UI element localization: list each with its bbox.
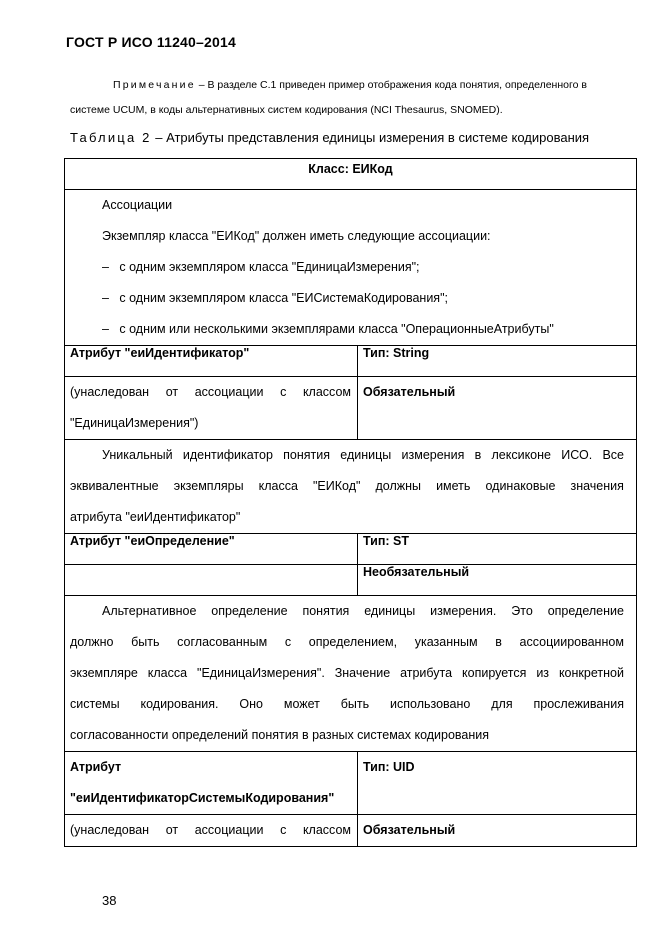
note-line-2: системе UCUM, в коды альтернативных систем кодирования (NCI Thesaurus, SNOMED). xyxy=(70,104,503,116)
attr2-description xyxy=(65,596,637,752)
word: понятия xyxy=(283,448,331,462)
table-caption xyxy=(70,130,589,145)
attr2-type: Тип: ST xyxy=(358,534,637,565)
word: атрибута xyxy=(400,666,453,680)
word: экземпляры xyxy=(173,479,244,493)
justified-line xyxy=(70,815,357,846)
word: в xyxy=(474,448,482,462)
attr1-desc-3: атрибута "еиИдентификатор" xyxy=(70,510,241,524)
attr1-name: Атрибут "еиИдентификатор" xyxy=(65,346,358,377)
word: быть xyxy=(131,635,160,649)
attr2-desc-5: согласованности определений понятия в разных системах кодирования xyxy=(70,728,490,742)
caption-text: – Атрибуты представления единицы измерения в системе кодирования xyxy=(155,130,590,145)
word: должно xyxy=(70,635,114,649)
word: копируется xyxy=(462,666,527,680)
dash: – xyxy=(102,260,109,274)
assoc-item xyxy=(65,314,636,345)
word: ИСО. xyxy=(561,448,593,462)
word: быть xyxy=(340,697,370,711)
word: Альтернативное xyxy=(102,604,197,618)
word: может xyxy=(283,697,320,711)
attr1-inherit-2: "ЕдиницаИзмерения") xyxy=(70,416,199,430)
word: экземпляре xyxy=(70,666,138,680)
justified-line xyxy=(70,440,630,471)
word: Оно xyxy=(239,697,263,711)
word: класса xyxy=(258,479,298,493)
class-title: Класс: ЕИКод xyxy=(65,159,637,190)
assoc-title: Ассоциации xyxy=(102,198,173,212)
word: ассоциации xyxy=(194,823,264,837)
attributes-table xyxy=(64,158,637,847)
word: для xyxy=(491,697,513,711)
word: из xyxy=(536,666,550,680)
obligation-text: Обязательный xyxy=(363,385,456,399)
justified-line xyxy=(70,627,630,658)
justified-line xyxy=(70,471,630,502)
word: конкретной xyxy=(558,666,624,680)
assoc-intro: Экземпляр класса "ЕИКод" должен иметь следующие ассоциации: xyxy=(102,229,491,243)
attr3-type xyxy=(358,752,637,815)
word: Все xyxy=(602,448,624,462)
justified-line xyxy=(70,658,630,689)
attr1-description xyxy=(65,440,637,534)
word: ассоциированном xyxy=(519,635,624,649)
associations-cell xyxy=(65,190,637,346)
word: "ЕИКод" xyxy=(313,479,361,493)
word: должны xyxy=(375,479,422,493)
attr3-type-text: Тип: UID xyxy=(363,760,415,774)
note-line-1 xyxy=(113,79,633,91)
word: (унаследован xyxy=(70,823,150,837)
attr2-obligation: Необязательный xyxy=(358,565,637,596)
word: согласованным xyxy=(177,635,268,649)
note-label: Примечание xyxy=(113,79,196,91)
word: лексиконе xyxy=(491,448,551,462)
word: определением, xyxy=(308,635,398,649)
word: одинаковые xyxy=(485,479,556,493)
word: с xyxy=(284,635,292,649)
assoc-item xyxy=(65,252,636,283)
word: в xyxy=(495,635,502,649)
word: классом xyxy=(302,823,351,837)
attr3-name xyxy=(65,752,358,815)
justified-line xyxy=(70,596,630,627)
obligation-text: Обязательный xyxy=(363,823,456,837)
page-number: 38 xyxy=(102,893,117,908)
word: значения xyxy=(570,479,624,493)
word: с xyxy=(280,823,287,837)
word: измерения xyxy=(401,448,465,462)
word: ассоциации xyxy=(194,385,264,399)
word: "ЕдиницаИзмерения". xyxy=(197,666,325,680)
word: измерения. xyxy=(430,604,497,618)
word: указанным xyxy=(414,635,478,649)
word: определение xyxy=(547,604,624,618)
word: иметь xyxy=(436,479,471,493)
word: кодирования. xyxy=(140,697,219,711)
word: единицы xyxy=(340,448,392,462)
attr3-inherit xyxy=(65,815,358,847)
word: прослеживания xyxy=(533,697,624,711)
word: от xyxy=(165,385,179,399)
word: понятия xyxy=(302,604,350,618)
word: определение xyxy=(211,604,288,618)
word: единицы xyxy=(364,604,416,618)
attr3-name-2: "еиИдентификаторСистемыКодирования" xyxy=(70,791,335,805)
dash: – xyxy=(102,322,109,336)
word: эквивалентные xyxy=(70,479,159,493)
attr2-name: Атрибут "еиОпределение" xyxy=(65,534,358,565)
word: системы xyxy=(70,697,120,711)
assoc-item-text: с одним экземпляром класса "ЕдиницаИзмерения"; xyxy=(119,260,420,274)
attr1-obligation xyxy=(358,377,637,440)
assoc-item-text: с одним или несколькими экземплярами класса "ОперационныеАтрибуты" xyxy=(119,322,554,336)
attr1-inherit xyxy=(65,377,358,440)
word: Это xyxy=(511,604,533,618)
dash: – xyxy=(102,291,109,305)
note-text-1: – В разделе С.1 приведен пример отображения кода понятия, определенного в xyxy=(198,79,587,91)
attr1-type: Тип: String xyxy=(358,346,637,377)
attr2-empty xyxy=(65,565,358,596)
word: идентификатор xyxy=(182,448,273,462)
word: (унаследован xyxy=(70,385,150,399)
attr3-obligation xyxy=(358,815,637,847)
word: с xyxy=(280,385,287,399)
word: от xyxy=(165,823,179,837)
word: использовано xyxy=(390,697,471,711)
word: классом xyxy=(302,385,351,399)
assoc-item xyxy=(65,283,636,314)
attr3-name-1: Атрибут xyxy=(70,760,122,774)
caption-label: Таблица 2 xyxy=(70,130,152,145)
justified-line xyxy=(70,689,630,720)
assoc-item-text: с одним экземпляром класса "ЕИСистемаКодирования"; xyxy=(119,291,448,305)
word: Уникальный xyxy=(102,448,173,462)
justified-line xyxy=(70,377,357,408)
word: Значение xyxy=(334,666,391,680)
word: класса xyxy=(147,666,188,680)
page-header: ГОСТ Р ИСО 11240–2014 xyxy=(66,34,236,50)
